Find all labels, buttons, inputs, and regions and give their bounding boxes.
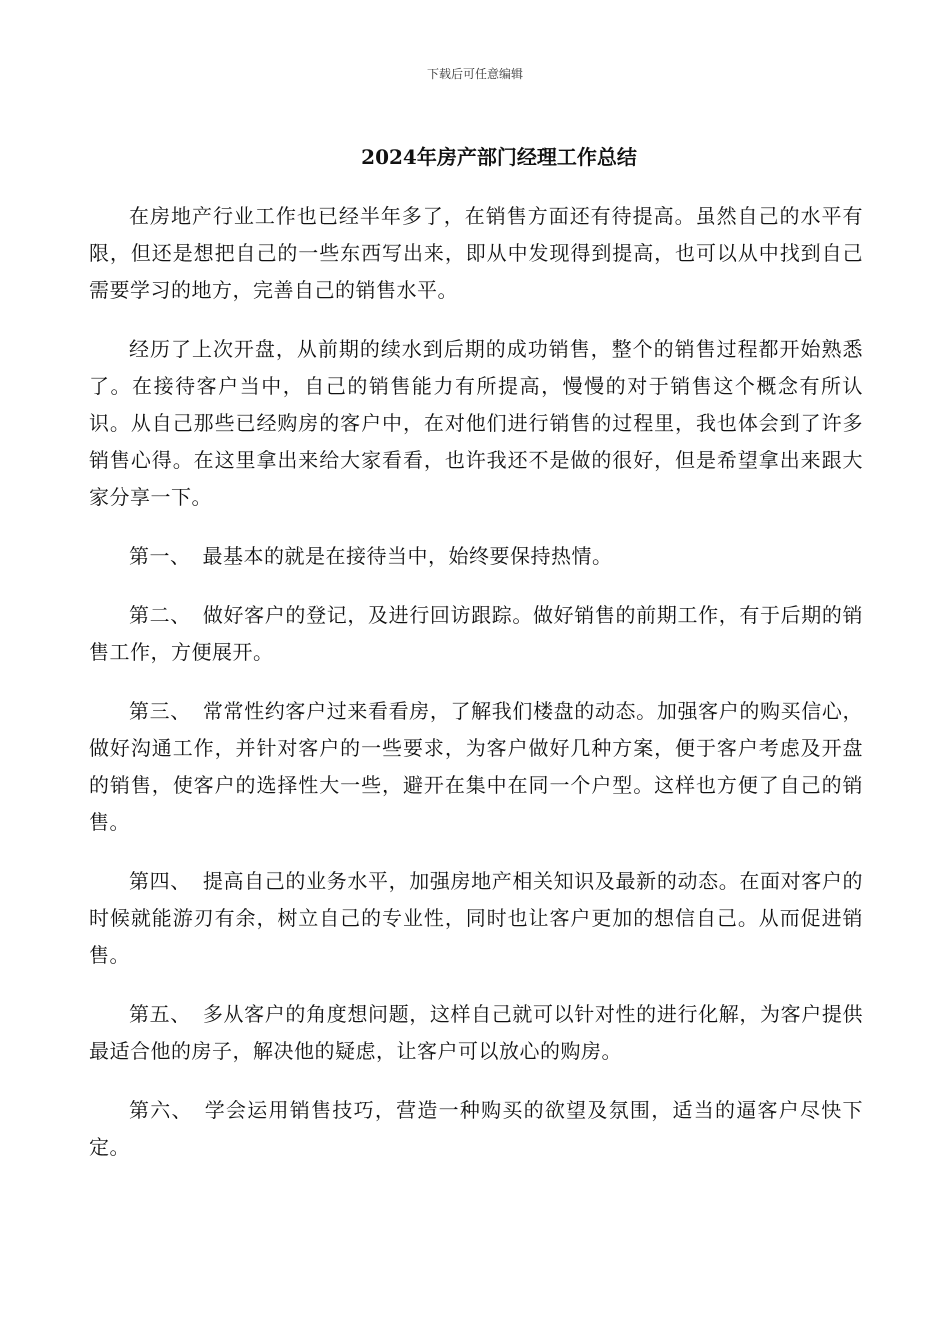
- list-item-number: 第六、: [129, 1098, 193, 1122]
- list-item-number: 第三、: [129, 699, 191, 723]
- list-item-text: 最基本的就是在接待当中，始终要保持热情。: [202, 544, 613, 568]
- list-item: [89, 693, 863, 841]
- list-item-text: 提高自己的业务水平，加强房地产相关知识及最新的动态。在面对客户的时候就能游刃有余，树立自己的专业性，同时也让客户更加的想信自己。从而促进销售。: [89, 869, 864, 967]
- header-note: 下载后可任意编辑: [426, 67, 523, 81]
- list-item: [89, 1092, 863, 1166]
- document-body: [89, 198, 863, 1188]
- list-item-number: 第一、: [129, 544, 191, 568]
- list-item: [89, 538, 863, 575]
- list-item-number: 第五、: [129, 1002, 191, 1026]
- list-item: [89, 597, 863, 671]
- list-item: [89, 863, 863, 974]
- list-item: [89, 996, 863, 1070]
- experience-paragraph: 经历了上次开盘，从前期的续水到后期的成功销售，整个的销售过程都开始熟悉了。在接待客户当中，自己的销售能力有所提高，慢慢的对于销售这个概念有所认识。从自己那些已经购房的客户中，在对他们进行销售的过程里，我也体会到了许多销售心得。在这里拿出来给大家看看，也许我还不是做的很好，但是希望拿出来跟大家分享一下。: [89, 337, 863, 509]
- list-item-text: 常常性约客户过来看看房，了解我们楼盘的动态。加强客户的购买信心，做好沟通工作，并针对客户的一些要求，为客户做好几种方案，便于客户考虑及开盘的销售，使客户的选择性大一些，避开在集中在同一个户型。这样也方便了自己的销售。: [89, 699, 864, 834]
- list-item-text: 多从客户的角度想问题，这样自己就可以针对性的进行化解，为客户提供最适合他的房子，解决他的疑虑，让客户可以放心的购房。: [89, 1002, 864, 1063]
- intro-paragraph: 在房地产行业工作也已经半年多了，在销售方面还有待提高。虽然自己的水平有限，但还是想把自己的一些东西写出来，即从中发现得到提高，也可以从中找到自己需要学习的地方，完善自己的销售水平。: [89, 204, 863, 302]
- list-item-text: 做好客户的登记，及进行回访跟踪。做好销售的前期工作，有于后期的销售工作，方便展开。: [89, 603, 864, 664]
- list-item-number: 第四、: [129, 869, 191, 893]
- document-title: 2024年房产部门经理工作总结: [361, 145, 637, 169]
- list-item-text: 学会运用销售技巧，营造一种购买的欲望及氛围，适当的逼客户尽快下定。: [89, 1098, 864, 1159]
- list-item-number: 第二、: [129, 603, 191, 627]
